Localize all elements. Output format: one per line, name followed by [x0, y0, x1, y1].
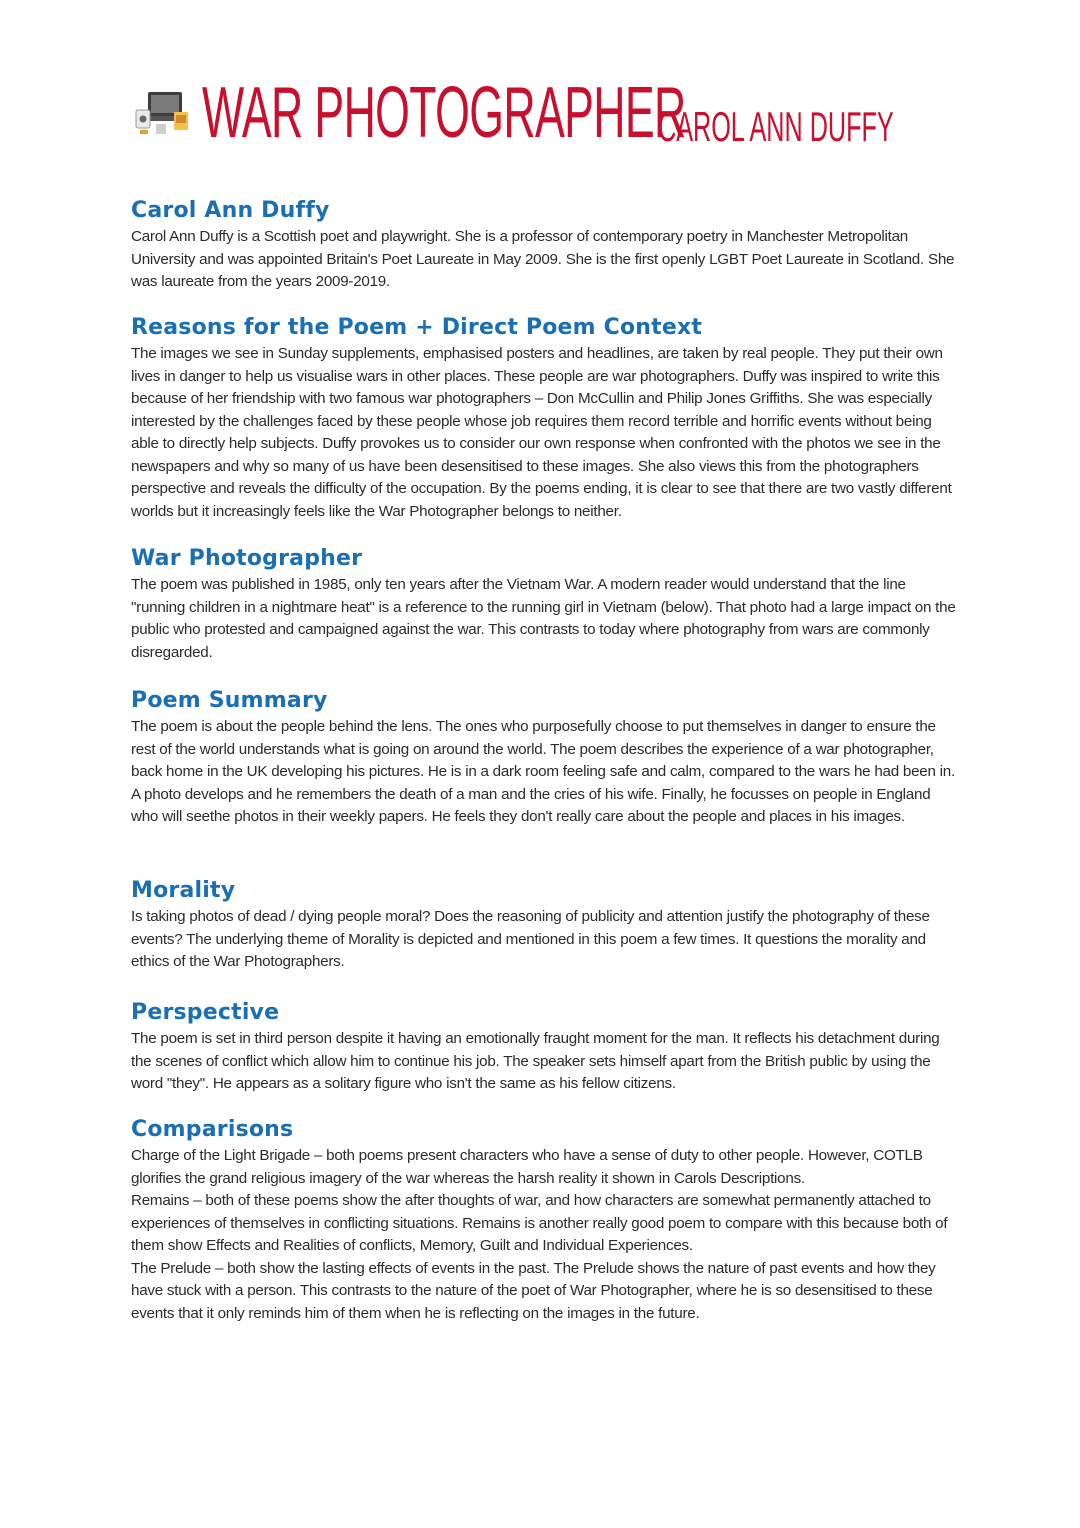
section-perspective: [131, 998, 956, 1096]
page-title: WAR PHOTOGRAPHER: [202, 73, 686, 153]
section-comparisons: [131, 1115, 956, 1325]
section-paragraph: The poem is about the people behind the lens. The ones who purposefully choose to put themselves in danger to ensure the rest of the world understands what is going on around the world. The poem describes the experience of a war photographer, back home in the UK developing his pictures. He is in a dark room feeling safe and calm, compared to the wars he had been in. A photo develops and he remembers the death of a man and the cries of his wife. Finally, he focusses on people in England who will seethe photos in their weekly papers. He feels they don't really care about the people and places in his images.: [131, 718, 955, 825]
section-heading: Perspective: [131, 1000, 280, 1025]
section-paragraph: The poem is set in third person despite it having an emotionally fraught moment for the man. It reflects his detachment during the scenes of conflict which allow him to continue his job. The speaker sets himself apart from the British public by using the word "they". He appears as a solitary figure who isn't the same as his fellow citizens.: [131, 1030, 940, 1092]
section-reasons: [131, 313, 956, 523]
section-paragraph: The images we see in Sunday supplements, emphasised posters and headlines, are taken by real people. They put their own lives in danger to help us visualise wars in other places. These people are war photographers. Duffy was inspired to write this because of her friendship with two famous war photographers – Don McCullin and Philip Jones Griffiths. She was especially interested by the challenges faced by these people whose job requires them record terrible and horrific events without being able to directly help subjects. Duffy provokes us to consider our own response when confronted with the photos we see in the newspapers and why so many of us have been desensitised to these images. She also views this from the photographers perspective and reveals the difficulty of the occupation. By the poems ending, it is clear to see that there are two vastly different worlds but it increasingly feels like the War Photographer belongs to neither.: [131, 345, 952, 520]
section-heading: Morality: [131, 878, 236, 903]
section-heading: Reasons for the Poem + Direct Poem Context: [131, 315, 703, 340]
section-paragraph: The Prelude – both show the lasting effects of events in the past. The Prelude shows the nature of past events and how they have stuck with a person. This contrasts to the nature of the poet of War Photographer, where he is so desensitised to these events that it only reminds him of them when he is reflecting on the images in the future.: [131, 1259, 936, 1322]
section-paragraph: The poem was published in 1985, only ten years after the Vietnam War. A modern reader would understand that the line "running children in a nightmare heat" is a reference to the running girl in Vietnam (below). That photo had a large impact on the public who protested and campaigned against the war. This contrasts to today where photography from wars are commonly disregarded.: [131, 576, 956, 661]
section-heading: Poem Summary: [131, 688, 328, 713]
section-paragraph: Is taking photos of dead / dying people moral? Does the reasoning of publicity and attention justify the photography of these events? The underlying theme of Morality is depicted and mentioned in this poem a few times. It questions the morality and ethics of the War Photographers.: [131, 908, 930, 970]
section-war-photographer: [131, 544, 956, 664]
section-heading: War Photographer: [131, 546, 363, 571]
section-paragraph: Remains – both of these poems show the after thoughts of war, and how characters are somewhat permanently attached to experiences of themselves in conflicting situations. Remains is another really good poem to compare with this because both of them show Effects and Realities of conflicts, Memory, Guilt and Individual Experiences.: [131, 1192, 948, 1254]
author-name: CAROL ANN DUFFY: [658, 103, 894, 150]
page-header: [132, 72, 932, 154]
section-paragraph: Charge of the Light Brigade – both poems present characters who have a sense of duty to other people. However, COTLB glorifies the grand religious imagery of the war whereas the harsh reality it shown in Carols Descriptions.: [131, 1147, 923, 1187]
section-heading: Comparisons: [131, 1117, 294, 1142]
section-heading: Carol Ann Duffy: [131, 198, 330, 223]
section-paragraph: Carol Ann Duffy is a Scottish poet and playwright. She is a professor of contemporary poetry in Manchester Metropolitan University and was appointed Britain's Poet Laureate in May 2009. She is the first openly LGBT Poet Laureate in Scotland. She was laureate from the years 2009-2019.: [131, 228, 955, 290]
camera-laptop-icon: [134, 86, 194, 138]
section-poem-summary: [131, 686, 956, 829]
section-carol-ann-duffy: [131, 196, 956, 294]
section-morality: [131, 876, 956, 974]
